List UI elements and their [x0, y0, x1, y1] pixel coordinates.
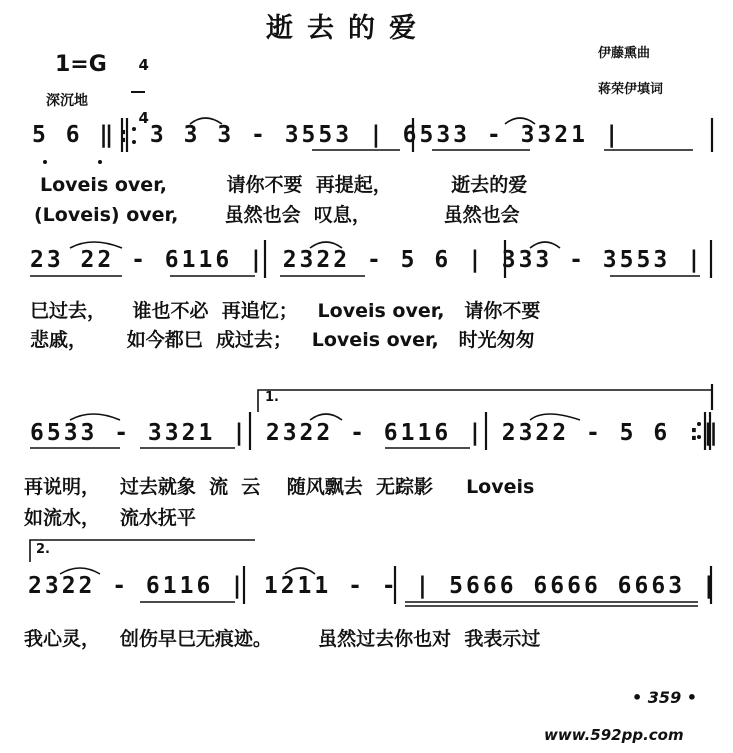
time-signature — [128, 40, 149, 127]
volta-2-label: 2. — [36, 542, 50, 557]
song-title: 逝去的爱 — [266, 13, 430, 44]
lyrics-line-2a: 巳过去， 谁也不必 再追忆； Loveis over, 请你不要 — [30, 300, 541, 322]
lower-octave-dot — [43, 160, 47, 164]
lyricist-credit: 蒋荣伊填词 — [598, 82, 664, 97]
notes-line-2: 23 22 - 6116 | 2322 - 5 6 | 333 - 3553 | — [30, 247, 704, 273]
notes-line-3: 6533 - 3321 | 2322 - 6116 | 2322 - 5 6 :‖ — [30, 420, 721, 446]
page-number: • 359 • — [632, 688, 697, 707]
composer-credit: 伊藤熏曲 — [598, 46, 651, 61]
lyrics-line-1a: Loveis over, 请你不要 再提起， 逝去的爱 — [40, 174, 528, 196]
notes-line-1: 5 6 ‖: 3 3 3 - 3553 | 6533 - 3321 | — [32, 122, 622, 148]
meter-bottom: 4 — [138, 109, 149, 127]
tempo-marking: 深沉地 — [46, 93, 88, 109]
lyrics-line-2b: 悲戚， 如今都巳 成过去； Loveis over, 时光匆匆 — [30, 329, 535, 351]
lower-octave-dot — [98, 160, 102, 164]
volta-bracket — [258, 390, 712, 412]
volta-bracket — [30, 540, 255, 562]
website-watermark: www.592pp.com — [544, 726, 684, 744]
volta-1-label: 1. — [265, 390, 279, 405]
key-signature: 1=G — [55, 52, 107, 77]
lyrics-line-1b: (Loveis) over, 虽然也会 叹息， 虽然也会 — [34, 204, 520, 226]
lyrics-line-4a: 我心灵， 创伤早巳无痕迹。 虽然过去你也对 我表示过 — [24, 628, 541, 650]
lyrics-line-3b: 如流水， 流水抚平 — [24, 507, 196, 529]
meter-top: 4 — [138, 56, 149, 74]
lyrics-line-3a: 再说明， 过去就象 流 云 随风飘去 无踪影 Loveis — [24, 476, 535, 498]
notes-line-4: 2322 - 6116 | 1211 - - | 5666 6666 6663 | — [28, 573, 719, 599]
